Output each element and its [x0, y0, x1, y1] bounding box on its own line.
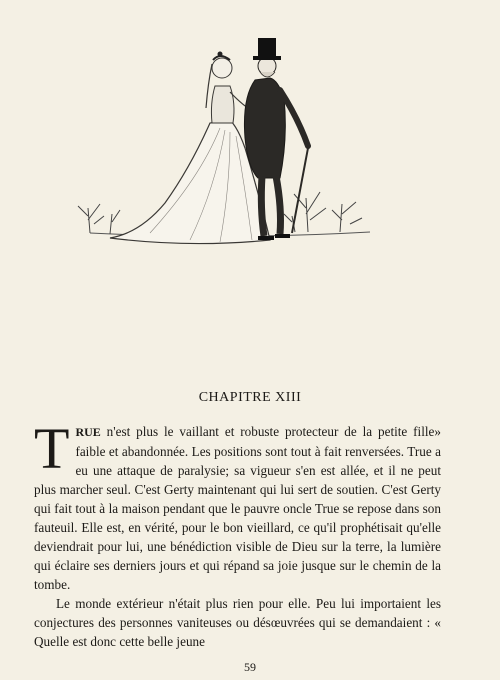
paragraph-1-text: n'est plus le vaillant et robuste protecteur de la petite fille» faible et abandonnée. Les positions sont tout à fait renversées. True a eu une attaque de paralysie; sa vigueur s'en est allée, et il ne peut plus marcher seul. C'est Gerty maintenant qui lui sert de soutien. C'est Gerty qui fait tout à la maison pendant que le pauvre oncle True se repose dans son fauteuil. Elle est, en vérité, pour le bon vieillard, ce qu'il prophétisait qu'elle deviendrait pour lui, une bénédiction visible de Dieu sur la terre, la lumière qui éclaire ses derniers jours et qui répand sa joie jusque sur le chemin de la tombe. [34, 424, 441, 592]
lead-word: RUE [75, 425, 101, 439]
drop-cap: T [34, 416, 70, 481]
chapter-title: CHAPITRE XIII [198, 390, 302, 405]
paragraph-2-text: Le monde extérieur n'était plus rien pour elle. Peu lui importaient les conjectures des personnes vaniteuses ou désœuvrées qui se demandaient : « Quelle est donc cette belle jeune [34, 596, 441, 649]
paragraph-2 [34, 594, 441, 651]
body-text [34, 416, 441, 651]
page-number: 59 [244, 660, 256, 674]
paragraph-1 [34, 416, 441, 594]
couple-walking-illustration [70, 28, 390, 258]
